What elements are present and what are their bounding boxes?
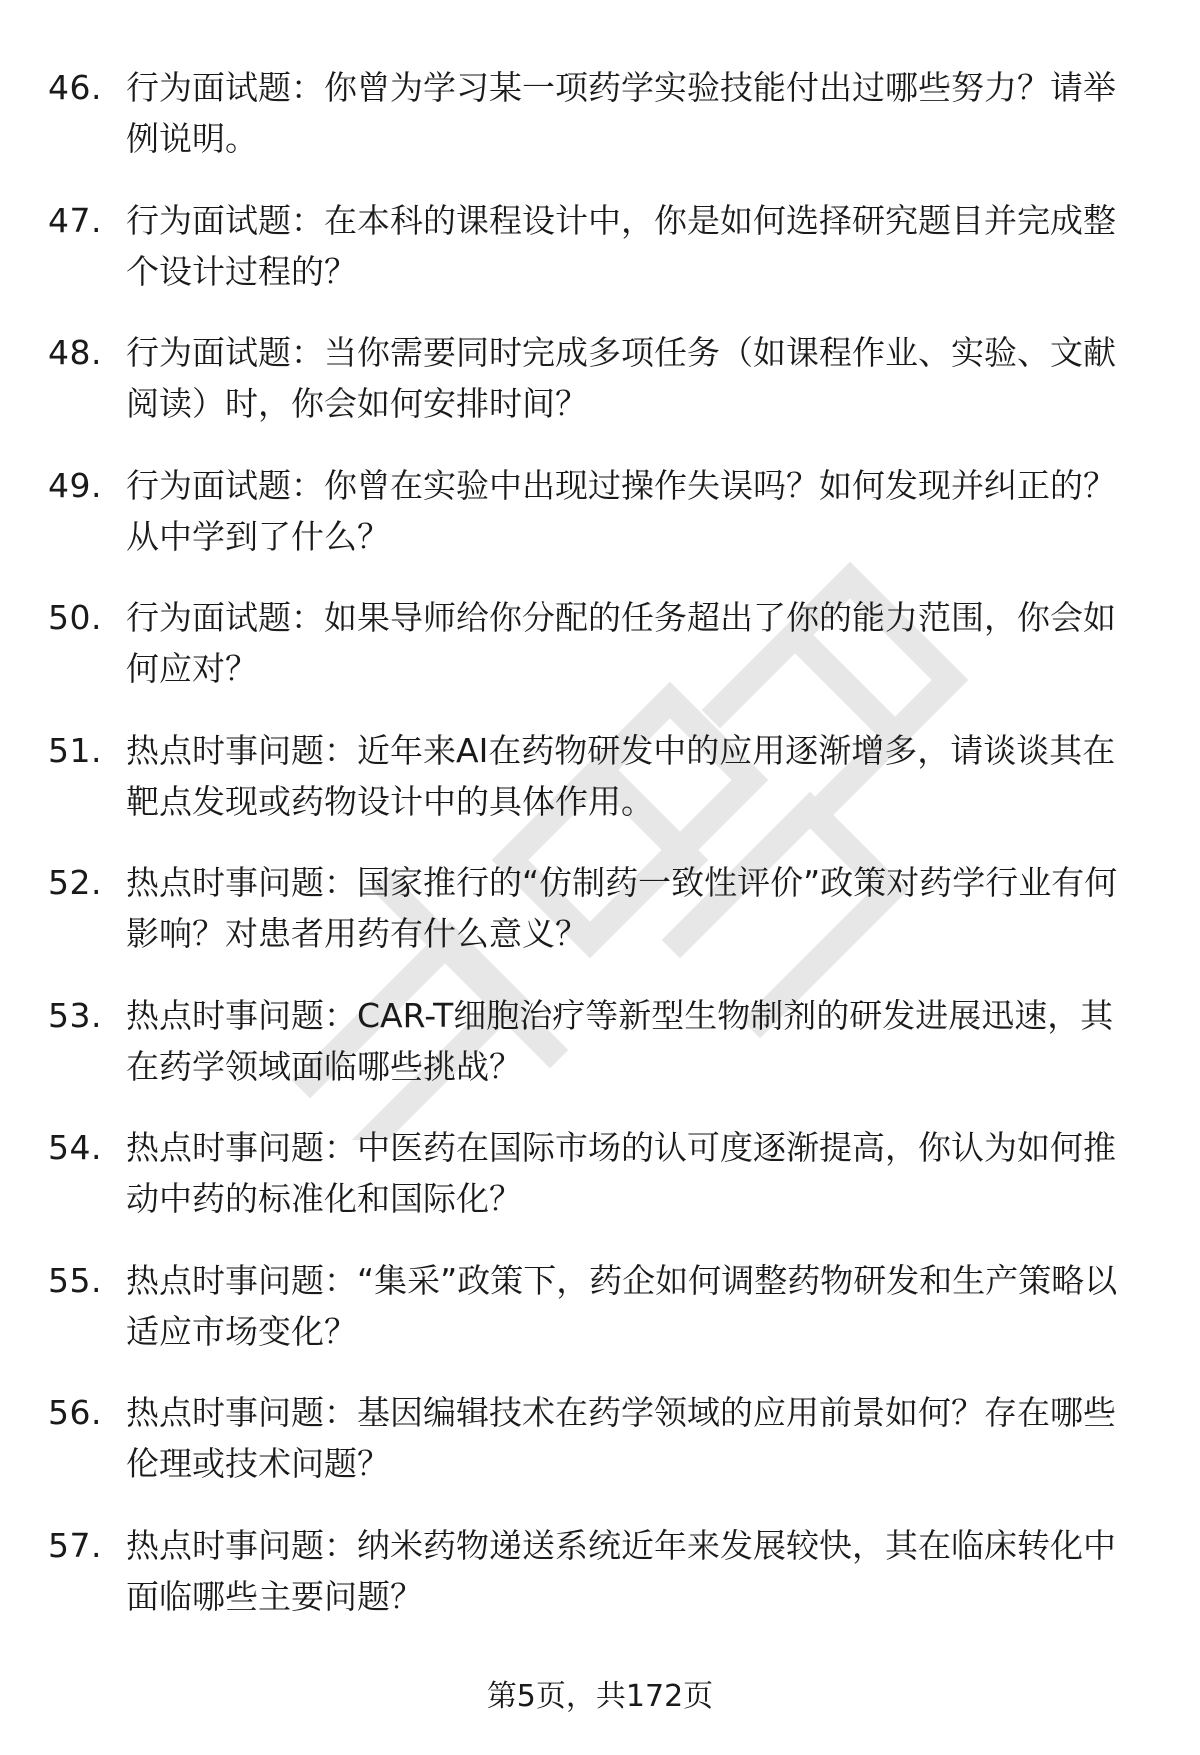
- question-item-46: [0, 62, 1200, 158]
- page-footer: 第5页，共172页: [486, 1679, 714, 1714]
- question-item-52: [0, 857, 1200, 953]
- question-item-48: [0, 327, 1200, 423]
- question-number: 57.: [48, 1525, 102, 1565]
- question-number: 56.: [48, 1393, 102, 1432]
- question-number: 46.: [48, 68, 102, 107]
- question-number: 49.: [48, 465, 102, 505]
- question-text: 热点时事问题：CAR-T细胞治疗等新型生物制剂的研发进展迅速，其在药学领域面临哪些挑战？: [126, 995, 1114, 1086]
- question-number: 51.: [48, 730, 102, 770]
- question-text: 行为面试题：在本科的课程设计中，你是如何选择研究题目并完成整个设计过程的？: [126, 200, 1116, 291]
- question-text: 行为面试题：你曾为学习某一项药学实验技能付出过哪些努力？请举例说明。: [126, 68, 1116, 158]
- question-item-47: [0, 195, 1200, 291]
- question-item-57: [0, 1520, 1200, 1616]
- question-text: 热点时事问题：基因编辑技术在药学领域的应用前景如何？存在哪些伦理或技术问题？: [126, 1393, 1116, 1483]
- question-text: 热点时事问题：“集采”政策下，药企如何调整药物研发和生产策略以适应市场变化？: [126, 1260, 1118, 1351]
- question-number: 52.: [48, 863, 102, 902]
- question-item-51: [0, 725, 1200, 821]
- question-text: 热点时事问题：中医药在国际市场的认可度逐渐提高，你认为如何推动中药的标准化和国际化？: [126, 1128, 1116, 1218]
- question-number: 55.: [48, 1260, 102, 1300]
- question-number: 50.: [48, 598, 102, 637]
- question-number: 53.: [48, 995, 102, 1035]
- question-text: 热点时事问题：国家推行的“仿制药一致性评价”政策对药学行业有何影响？对患者用药有什么意义？: [126, 863, 1118, 953]
- question-text: 热点时事问题：近年来AI在药物研发中的应用逐渐增多，请谈谈其在靶点发现或药物设计中的具体作用。: [126, 730, 1116, 821]
- question-list: [0, 62, 1200, 1652]
- question-text: 行为面试题：你曾在实验中出现过操作失误吗？如何发现并纠正的？从中学到了什么？: [126, 465, 1116, 556]
- question-item-54: [0, 1122, 1200, 1218]
- question-number: 47.: [48, 200, 102, 240]
- question-item-53: [0, 990, 1200, 1086]
- question-item-56: [0, 1387, 1200, 1483]
- question-text: 行为面试题：当你需要同时完成多项任务（如课程作业、实验、文献阅读）时，你会如何安排时间？: [126, 333, 1116, 423]
- question-number: 48.: [48, 333, 102, 372]
- question-text: 热点时事问题：纳米药物递送系统近年来发展较快，其在临床转化中面临哪些主要问题？: [126, 1525, 1116, 1616]
- question-number: 54.: [48, 1128, 102, 1167]
- question-text: 行为面试题：如果导师给你分配的任务超出了你的能力范围，你会如何应对？: [126, 598, 1116, 688]
- question-item-49: [0, 460, 1200, 556]
- question-item-55: [0, 1255, 1200, 1351]
- question-item-50: [0, 592, 1200, 688]
